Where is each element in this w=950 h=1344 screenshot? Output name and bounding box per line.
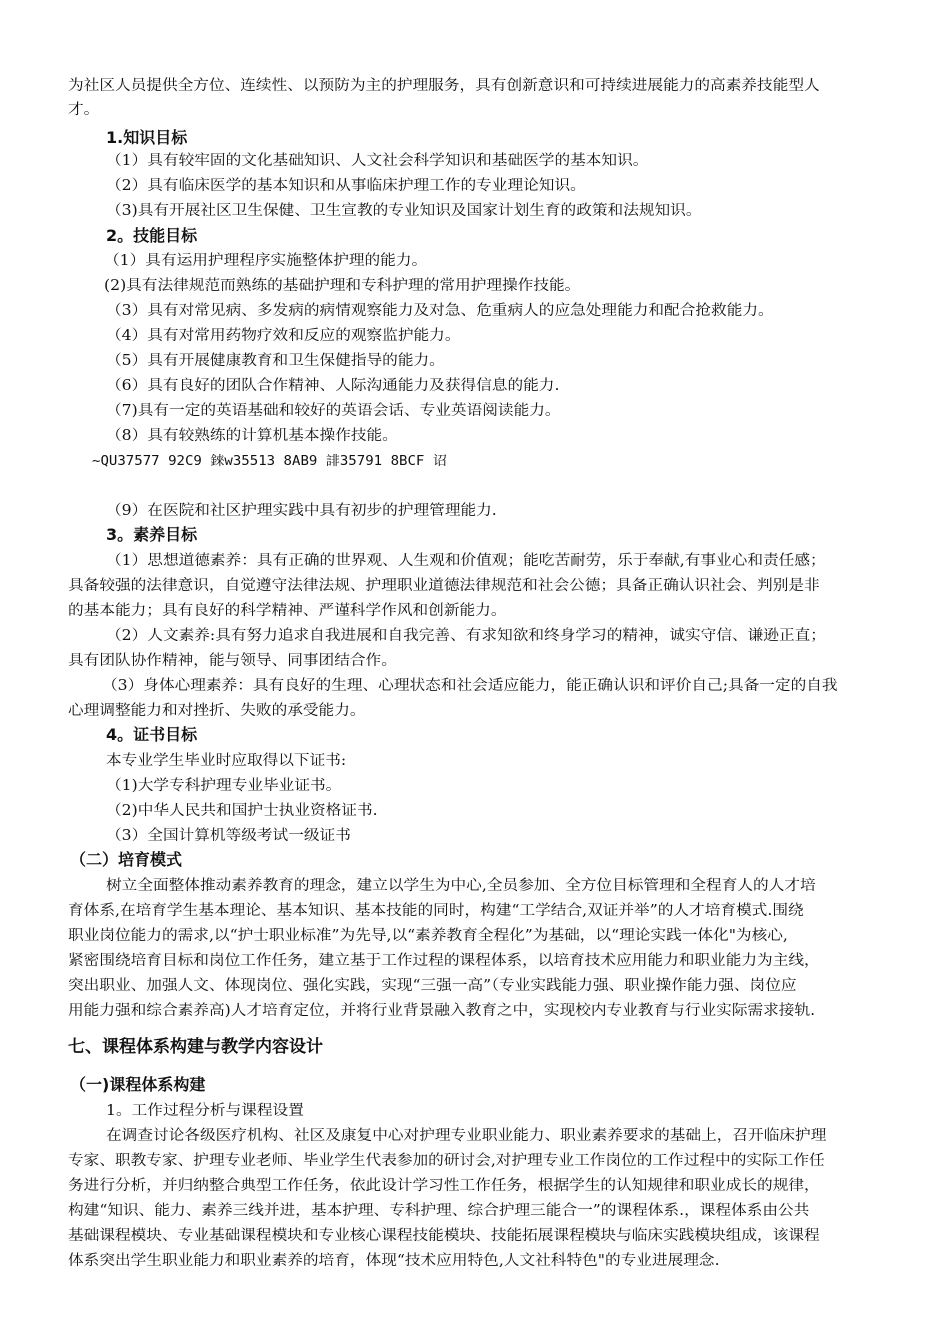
list-item: （1）具有运用护理程序实施整体护理的能力。 xyxy=(104,253,428,269)
list-item: （3)具有开展社区卫生保健、卫生宣教的专业知识及国家计划生育的政策和法规知识。 xyxy=(106,203,702,219)
paragraph-line: 育体系,在培育学生基本理论、基本知识、基本技能的同时，构建“工学结合,双证并举”的人才培育模式.围绕 xyxy=(68,903,804,919)
paragraph-line: 才。 xyxy=(68,102,100,118)
paragraph-line: 职业岗位能力的需求,以“护士职业标准”为先导,以“素养教育全程化”为基础，以“理论实践一体化"为核心, xyxy=(68,928,788,944)
list-item: （2）具有临床医学的基本知识和从事临床护理工作的专业理论知识。 xyxy=(106,178,586,194)
section-heading-training-mode: （二）培育模式 xyxy=(70,850,183,869)
paragraph-line: 构建“知识、能力、素养三线并进，基本护理、专科护理、综合护理三能合一”的课程体系.，课程体系由公共 xyxy=(68,1203,810,1219)
paragraph-line: 基础课程模块、专业基础课程模块和专业核心课程技能模块、技能拓展课程模块与临床实践模块组成，该课程 xyxy=(68,1228,820,1244)
section-heading-certificates: 4。证书目标 xyxy=(106,725,198,744)
paragraph-line: 用能力强和综合素养高)人才培育定位，并将行业背景融入教育之中，实现校内专业教育与行业实际需求接轨. xyxy=(68,1003,816,1019)
garbled-line: ~QU37577 92C9 錸w35513 8AB9 誹35791 8BCF 诏 xyxy=(92,454,447,469)
paragraph-line: 1。工作过程分析与课程设置 xyxy=(106,1103,304,1119)
section-heading-skills: 2。技能目标 xyxy=(106,226,198,245)
paragraph-line: 体系突出学生职业能力和职业素养的培育，体现“技术应用特色,人文社科特色"的专业进展理念. xyxy=(68,1253,720,1269)
paragraph-line: 务进行分析，并归纳整合典型工作任务，依此设计学习性工作任务，根据学生的认知规律和职业成长的规律， xyxy=(68,1178,820,1194)
paragraph-line: 专家、职教专家、护理专业老师、毕业学生代表参加的研讨会,对护理专业工作岗位的工作过程中的实际工作任 xyxy=(68,1153,825,1169)
list-item: （3）全国计算机等级考试一级证书 xyxy=(106,828,351,844)
list-item: （1)大学专科护理专业毕业证书。 xyxy=(106,778,342,794)
paragraph-line: （3）身体心理素养：具有良好的生理、心理状态和社会适应能力，能正确认识和评价自己;具备一定的自我 xyxy=(102,678,838,694)
list-item: （4）具有对常用药物疗效和反应的观察监护能力。 xyxy=(106,328,461,344)
section-heading-curriculum: （一)课程体系构建 xyxy=(70,1075,206,1094)
paragraph-line: 在调查讨论各级医疗机构、社区及康复中心对护理专业职业能力、职业素养要求的基础上，召开临床护理 xyxy=(106,1128,827,1144)
list-item: （9）在医院和社区护理实践中具有初步的护理管理能力. xyxy=(106,503,497,519)
paragraph-line: 为社区人员提供全方位、连续性、以预防为主的护理服务，具有创新意识和可持续进展能力的高素养技能型人 xyxy=(68,78,820,94)
list-item: (2)具有法律规范而熟练的基础护理和专科护理的常用护理操作技能。 xyxy=(104,278,581,294)
paragraph-line: 紧密围绕培育目标和岗位工作任务，建立基于工作过程的课程体系，以培育技术应用能力和职业能力为主线， xyxy=(68,953,820,969)
paragraph-line: 心理调整能力和对挫折、失败的承受能力。 xyxy=(68,703,366,719)
paragraph-line: 具有团队协作精神，能与领导、同事团结合作。 xyxy=(68,653,397,669)
section-heading-knowledge: 1.知识目标 xyxy=(106,128,188,147)
list-item: （5）具有开展健康教育和卫生保健指导的能力。 xyxy=(106,353,445,369)
paragraph-line: （2）人文素养:具有努力追求自我进展和自我完善、有求知欲和终身学习的精神，诚实守信、谦逊正直； xyxy=(106,628,826,644)
paragraph-line: 具备较强的法律意识，自觉遵守法律法规、护理职业道德法律规范和社会公德；具备正确认识社会、判别是非 xyxy=(68,578,820,594)
paragraph-line: 树立全面整体推动素养教育的理念，建立以学生为中心,全员参加、全方位目标管理和全程育人的人才培 xyxy=(106,878,816,894)
list-item: （1）具有较牢固的文化基础知识、人文社会科学知识和基础医学的基本知识。 xyxy=(106,153,649,169)
list-item: （2)中华人民共和国护士执业资格证书. xyxy=(106,803,378,819)
paragraph-line: 本专业学生毕业时应取得以下证书: xyxy=(106,753,347,769)
list-item: （8）具有较熟练的计算机基本操作技能。 xyxy=(106,428,398,444)
paragraph-line: 突出职业、加强人文、体现岗位、强化实践，实现“三强一高”（专业实践能力强、职业操作能力强、岗位应 xyxy=(68,978,797,994)
list-item: （7)具有一定的英语基础和较好的英语会话、专业英语阅读能力。 xyxy=(106,403,561,419)
list-item: （3）具有对常见病、多发病的病情观察能力及对急、危重病人的应急处理能力和配合抢救能力。 xyxy=(106,303,774,319)
list-item: （6）具有良好的团队合作精神、人际沟通能力及获得信息的能力. xyxy=(106,378,560,394)
paragraph-line: 的基本能力；具有良好的科学精神、严谨科学作风和创新能力。 xyxy=(68,603,507,619)
section-heading-literacy: 3。素养目标 xyxy=(106,525,198,544)
paragraph-line: （1）思想道德素养：具有正确的世界观、人生观和价值观；能吃苦耐劳，乐于奉献,有事业心和责任感； xyxy=(106,553,826,569)
chapter-heading: 七、课程体系构建与教学内容设计 xyxy=(68,1037,323,1057)
